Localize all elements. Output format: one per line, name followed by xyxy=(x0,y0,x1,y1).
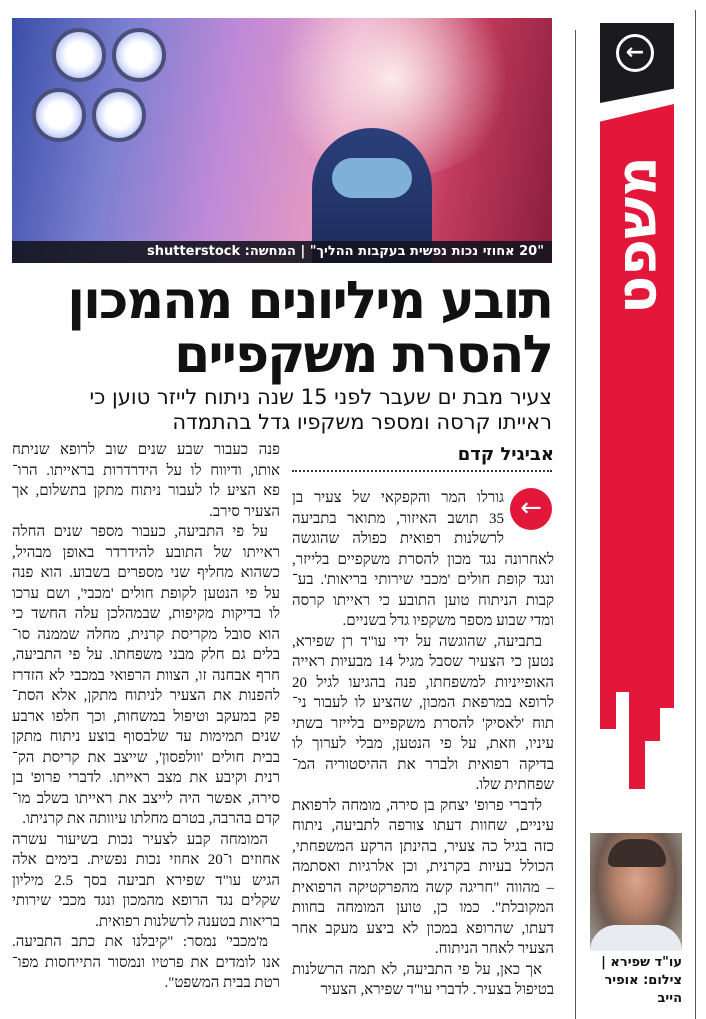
headline xyxy=(22,271,552,385)
article-text-line: בבית חולים 'וולפסון', שייצב את קריסת הק־ xyxy=(12,749,280,766)
photo-caption: "20 אחוזי נכות נפשית בעקבות ההליך" | המחשה: shutterstock xyxy=(12,241,552,263)
column-left xyxy=(12,440,280,1000)
article-text-line: לרשלנות רפואית כפולה שהוגשה xyxy=(292,531,504,547)
article-text-line: על פי הנטען לקופת חולים 'מכבי', ושם ערכו xyxy=(12,585,280,602)
portrait-caption xyxy=(590,954,682,1008)
article-text-line: בטיפול בצעיר. לדברי עו"ד שפירא, הצעיר xyxy=(320,982,554,998)
banner-step xyxy=(600,690,616,729)
subtitle-line: צעיר מבת ים שעבר לפני 15 שנה ניתוח לייזר טוען כי xyxy=(89,385,552,409)
article-text-line: על פי התביעה, כעבור מספר שנים החלה xyxy=(12,524,268,540)
article-text-line: קדם בהרבה, בטרם מחלתו עיוותה את קרניתו. xyxy=(22,811,280,827)
headline-line: תובע מיליונים מהמכון xyxy=(67,271,552,331)
article-text-line: להפנות את הצעיר לניתוח מתקן, אלא הסת־ xyxy=(12,688,280,704)
rail-divider-left xyxy=(575,30,576,1019)
article-text-line: אנו לומדים את פרטיו ונמסור התייחסות מפו־ xyxy=(12,954,280,971)
article-text-line: – מהווה "חריגה קשה מהפרקטיקה הרפואית xyxy=(292,879,554,896)
article-text-line: ראייתו של התובע להידרדר באופן מבהיל, xyxy=(12,544,280,561)
section-logo-text: משפט xyxy=(604,156,670,314)
article-text-line: בלים גם חלק מבני משפחתו. על פי התביעה, xyxy=(12,647,280,663)
subtitle-line: ראייתו קרסה ומספר משקפיו גדל בהתמדה xyxy=(172,410,552,434)
section-logo xyxy=(600,110,674,360)
banner-step xyxy=(644,690,660,741)
article-text-line: רטת בבית המשפט". xyxy=(164,975,280,991)
article-text-line: אחוזים ו־20 אחוזי נכות נפשית. בימים אלה xyxy=(12,852,280,868)
article-text-line: עיניו, וזאת, על פי הנטען, מבלי לערוך לו xyxy=(292,736,554,752)
byline-divider xyxy=(292,470,552,472)
article-text-line: פא הציע לו לעבור ניתוח מתקן בתשלום, אך xyxy=(12,483,280,499)
article-text-line: דעתו, שהרופא במכון לא ביצע מעקב אחר xyxy=(292,920,554,937)
article-text-line: כשהוא מחליף שני מספרים בשבוע. הוא פנה xyxy=(12,565,280,581)
lawyer-portrait xyxy=(590,833,682,951)
headline-line: להסרת משקפיים xyxy=(174,325,552,385)
column-right xyxy=(292,488,554,1008)
arrow-left-icon: ← xyxy=(510,488,552,530)
article-text-line: המומחה קבע לצעיר נכות בשיעור עשרה xyxy=(12,831,268,848)
article-text-line: בתביעה, שהוגשה על ידי עו"ד רן שפירא, xyxy=(292,633,542,650)
article-text-line: המקובלת". כמו כן, טוען המומחה בחוות xyxy=(292,900,554,916)
article-text-line: אך כאן, על פי התביעה, לא תמה הרשלנות xyxy=(292,961,542,978)
article-photo xyxy=(12,18,552,263)
article-text-line: סירה, אפשר היה לייצב את ראייתו בשלב מו־ xyxy=(12,790,280,807)
article-text-line: לדברי פרופ' יצחק בן סירה, מומחה לרפואת xyxy=(292,797,542,814)
article-text-line: לאחרונה נגד מכון להסרת משקפיים בלייזר, xyxy=(292,551,554,568)
article-text-line: קבות הניתוח טוען התובע כי ראייתו קרסה xyxy=(292,592,554,609)
article-text-line: אותו, ודיווח לו על הידרדרות בראייתו. הרו־ xyxy=(12,462,280,479)
article-text-line: פק במעקב וטיפול במשחות, וכך חלפו ארבע xyxy=(12,708,280,725)
banner-step xyxy=(629,690,645,789)
portrait-caption-line: הייב xyxy=(657,991,682,1006)
article-text-line: עיניים, שחוות דעתו צורפה לתביעה, ניתוח xyxy=(292,818,554,834)
byline: אביגיל קדם xyxy=(457,444,554,465)
article-text-line: הגיש עו"ד שפירא תביעה בסך 2.5 מיליון xyxy=(12,872,280,889)
article-text-line: האופייניות למשפחתו, פנה בהגיעו לגיל 20 xyxy=(292,674,554,691)
article-text-line: שנים תמימות עד שלבסוף בוצע ניתוח מתקן xyxy=(12,729,280,745)
banner-step xyxy=(659,690,674,708)
article-text-line: הצעיר לאחר הניתוח. xyxy=(434,941,554,957)
article-text-line: בריאות בטענה לרשלנות רפואית. xyxy=(95,913,280,930)
article-text-line: הצעיר סירב. xyxy=(209,503,280,520)
article-text-line: הכולל בעיות בקרנית, וכן אלרגיות ואסתמה xyxy=(292,859,554,875)
portrait-caption-line: צילום: אופיר xyxy=(604,973,682,988)
rail-divider-right xyxy=(695,10,696,1019)
article-text-line: שפחתית שלו. xyxy=(475,777,554,793)
article-text-line: הוא סובל מקריסת קרנית, מחלה שממנה סו־ xyxy=(12,626,280,643)
article-text-line: 35 תושב האיזור, מתואר בתביעה xyxy=(292,510,504,527)
article-text-line: חרף אבחנה זו, הצוות הרפואי במכבי לא הזדרז xyxy=(12,667,280,684)
article-text-line: תוח 'לאסיק' להסרת משקפיים בלייזר בשתי xyxy=(292,715,554,732)
article-text-line: נטען כי הצעיר שסבל מגיל 14 מבעיות ראייה xyxy=(292,654,554,670)
article-text-line: כזה בגיל כה צעיר, בהינתן הרקע המשפחתי, xyxy=(292,838,554,855)
portrait-caption-line: עו"ד שפירא | xyxy=(601,955,682,970)
article-text-line: גורלו המר והקפקאי של צעיר בן xyxy=(292,490,504,506)
article-text-line: מ'מכבי' נמסר: "קיבלנו את כתב התביעה. xyxy=(12,934,268,950)
article-text-line: ומדי שבוע מספר משקפיו גדל בשניים. xyxy=(342,613,554,629)
article-text-line: רנית וקיבע את מצב ראייתו. לדברי פרופ' בן xyxy=(12,770,280,786)
article-text-line: לו בדיקות מקיפות, שבמהלכן עלה החשד כי xyxy=(12,606,280,622)
article-text-line: שקלים נגד הרופא מהמכון ונגד מכבי שירותי xyxy=(12,893,280,909)
subtitle xyxy=(22,385,552,434)
article-text-line: בדיקה רפואית ולברר את ההיסטוריה המ־ xyxy=(292,756,554,773)
arrow-circle-icon[interactable]: ← xyxy=(616,34,654,72)
article-text-line: לרופא במרפאת המכון, שהציע לו לעבור ני־ xyxy=(292,695,554,711)
article-text-line: ונגד קופת חולים 'מכבי שירותי בריאות'. בע־ xyxy=(292,572,554,588)
article-text-line: פנה כעבור שבע שנים שוב לרופא שניתח xyxy=(12,442,280,458)
